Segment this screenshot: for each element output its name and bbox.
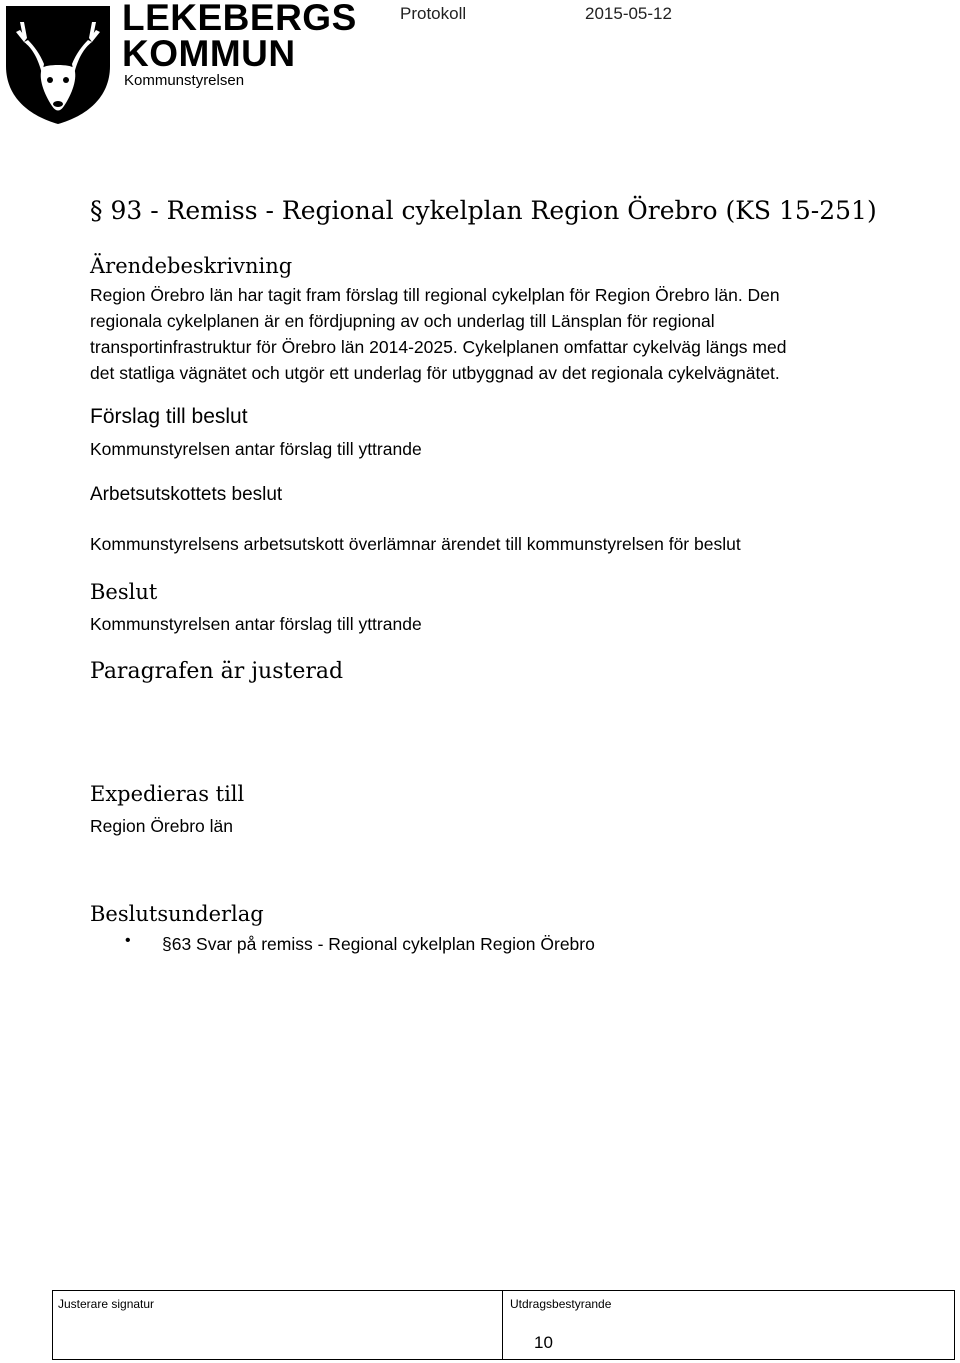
arendebeskrivning-heading: Ärendebeskrivning bbox=[90, 254, 293, 278]
expedieras-heading: Expedieras till bbox=[90, 782, 245, 806]
expedieras-text: Region Örebro län bbox=[90, 816, 233, 836]
au-text: Kommunstyrelsens arbetsutskott överlämnar ärendet till kommunstyrelsen för beslut bbox=[90, 534, 741, 554]
forslag-text: Kommunstyrelsen antar förslag till yttrande bbox=[90, 439, 422, 459]
paragraph-line: transportinfrastruktur för Örebro län 2014-2025. Cykelplanen omfattar cykelväg längs med bbox=[90, 337, 787, 357]
document-type: Protokoll bbox=[400, 4, 467, 23]
beslutsunderlag-heading: Beslutsunderlag bbox=[90, 902, 264, 926]
brand-subtitle: Kommunstyrelsen bbox=[124, 72, 245, 89]
brand-name-line2: KOMMUN bbox=[122, 33, 296, 74]
brand-name-line1: LEKEBERGS bbox=[122, 0, 357, 38]
forslag-heading: Förslag till beslut bbox=[90, 405, 248, 428]
arendebeskrivning-paragraph bbox=[90, 282, 890, 386]
signature-divider bbox=[502, 1290, 503, 1360]
justerad-heading: Paragrafen är justerad bbox=[90, 659, 344, 684]
document-date: 2015-05-12 bbox=[585, 4, 672, 23]
municipality-shield-logo bbox=[2, 2, 114, 126]
bullet-point: • bbox=[125, 932, 131, 949]
paragraph-line: det statliga vägnätet och utgör ett underlag för utbyggnad av det regionala cykelvägnätet. bbox=[90, 363, 780, 383]
section-heading: § 93 - Remiss - Regional cykelplan Region Örebro (KS 15-251) bbox=[90, 196, 877, 225]
au-heading: Arbetsutskottets beslut bbox=[90, 484, 283, 505]
beslutsunderlag-item: §63 Svar på remiss - Regional cykelplan Region Örebro bbox=[162, 934, 595, 954]
paragraph-line: Region Örebro län har tagit fram förslag till regional cykelplan för Region Örebro län. Den bbox=[90, 285, 780, 305]
utdragsbestyrande-label: Utdragsbestyrande bbox=[510, 1297, 612, 1311]
page-number: 10 bbox=[534, 1333, 553, 1352]
beslut-heading: Beslut bbox=[90, 580, 158, 604]
beslut-text: Kommunstyrelsen antar förslag till yttrande bbox=[90, 614, 422, 634]
justerare-signatur-label: Justerare signatur bbox=[58, 1297, 155, 1311]
paragraph-line: regionala cykelplanen är en fördjupning av och underlag till Länsplan för regional bbox=[90, 311, 715, 331]
signature-box bbox=[52, 1290, 955, 1360]
